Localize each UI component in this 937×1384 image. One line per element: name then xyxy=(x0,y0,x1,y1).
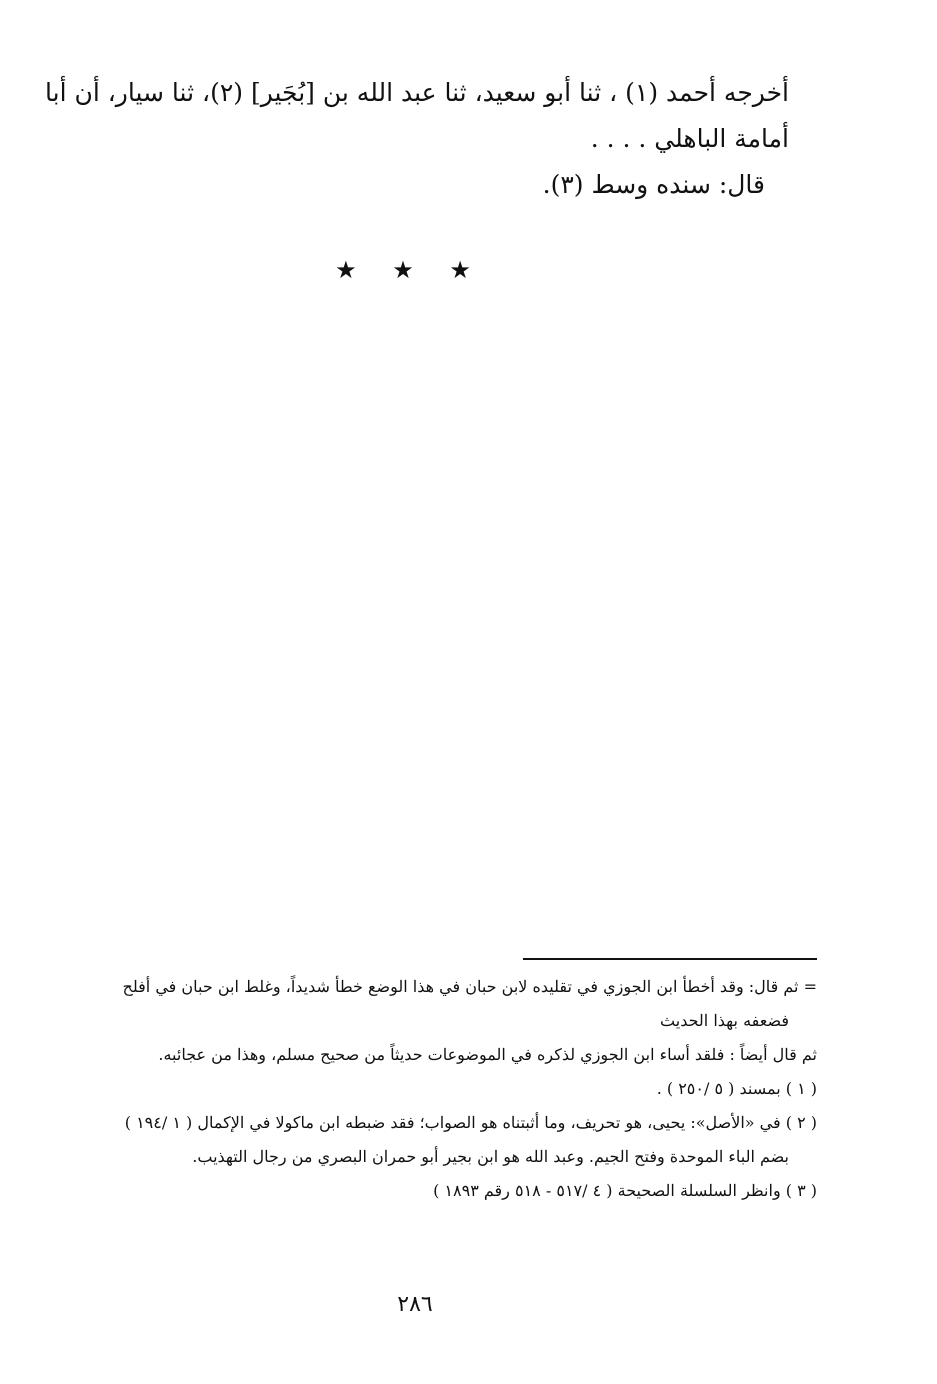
main-line: أمامة الباهلي . . . . xyxy=(590,124,789,153)
footnote-1: ( ١ ) بمسند ( ٥ /٢٥٠ ) . xyxy=(656,1079,817,1098)
main-line: قال: سنده وسط (٣). xyxy=(542,170,765,199)
footnote-line: فضعفه بهذا الحديث xyxy=(660,1011,789,1030)
footnote-divider xyxy=(523,958,817,960)
section-separator: ★ ★ ★ xyxy=(335,256,485,284)
footnotes xyxy=(27,970,817,1208)
footnote-line: بضم الباء الموحدة وفتح الجيم. وعبد الله هو ابن بجير أبو حمران البصري من رجال التهذيب. xyxy=(192,1147,789,1166)
page-number: ٢٨٦ xyxy=(397,1292,433,1317)
main-text xyxy=(29,70,789,208)
footnote-3: ( ٣ ) وانظر السلسلة الصحيحة ( ٤ /٥١٧ - ٥١٨ رقم ١٨٩٣ ) xyxy=(433,1181,817,1200)
footnote-line: = ثم قال: وقد أخطأ ابن الجوزي في تقليده لابن حبان في هذا الوضع خطأ شديداً، وغلط ابن حبان في أفلح xyxy=(122,977,817,996)
footnote-2: ( ٢ ) في «الأصل»: يحيى، هو تحريف، وما أثبتناه هو الصواب؛ فقد ضبطه ابن ماكولا في الإكمال ( ١ /١٩٤ ) xyxy=(124,1113,817,1132)
main-line: أخرجه أحمد (١) ، ثنا أبو سعيد، ثنا عبد الله بن [بُجَير] (٢)، ثنا سيار، أن أبا xyxy=(45,78,789,107)
footnote-line: ثم قال أيضاً : فلقد أساء ابن الجوزي لذكره في الموضوعات حديثاً من صحيح مسلم، وهذا من عجائبه. xyxy=(158,1045,817,1064)
